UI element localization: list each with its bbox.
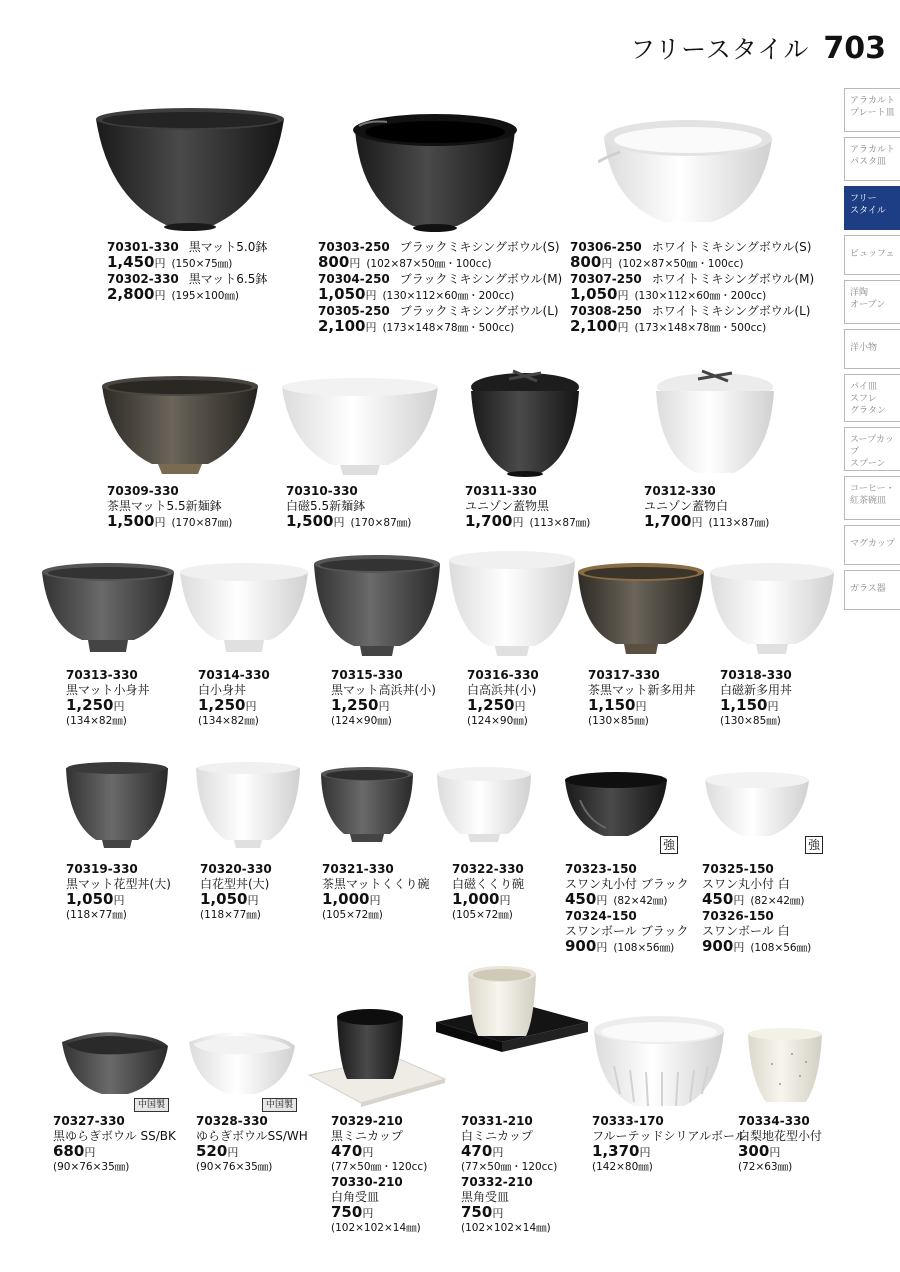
bowl-photo [702,770,812,846]
product-70329: 70329-210 黒ミニカップ 470円 (77×50㎜・120cc) 70330-210 白角受皿 750円 (102×102×14㎜) [331,1114,428,1234]
product-70334: 70334-330 白梨地花型小付 300円 (72×63㎜) [738,1114,823,1173]
product-70321: 70321-330 茶黒マットくくり碗 1,000円 (105×72㎜) [322,862,430,921]
product-70314: 70314-330 白小身丼 1,250円 (134×82㎜) [198,668,270,727]
product-70328: 70328-330 ゆらぎボウルSS/WH 520円 (90×76×35㎜) [196,1114,308,1173]
tab-soup-cup[interactable]: スープカップ スプーン [844,427,900,471]
tab-pie-souffle[interactable]: パイ皿 スフレ グラタン [844,374,900,422]
product-70303: 70303-250 ブラックミキシングボウル(S) 800円 (102×87×50㎜・100cc) 70304-250 ブラックミキシングボウル(M) 1,050円 (130×112×60㎜・200cc) 70305-250 ブラックミキシングボウル(L) 2,100円 (173×148×78㎜・500cc) [318,240,563,335]
cup-saucer-photo [432,962,592,1070]
bowl-photo [318,764,416,850]
category-tabs [844,88,900,615]
bowl-photo [92,105,288,235]
product-70311: 70311-330 ユニゾン蓋物黒 1,700円 (113×87㎜) [465,484,591,530]
product-70310: 70310-330 白磁5.5新麺鉢 1,500円 (170×87㎜) [286,484,412,530]
product-70315: 70315-330 黒マット高浜丼(小) 1,250円 (124×90㎜) [331,668,436,727]
product-70327: 70327-330 黒ゆらぎボウル SS/BK 680円 (90×76×35㎜) [53,1114,176,1173]
product-70312: 70312-330 ユニゾン蓋物白 1,700円 (113×87㎜) [644,484,770,530]
product-70301: 70301-330 黒マット5.0鉢 1,450円 (150×75㎜) 70302-330 黒マット6.5鉢 2,800円 (195×100㎜) [107,240,268,303]
bowl-photo [708,560,836,668]
bowl-photo [40,560,176,666]
product-70317: 70317-330 茶黒マット新多用丼 1,150円 (130×85㎜) [588,668,696,727]
page-title: フリースタイル [630,35,810,64]
bowl-photo [434,764,534,850]
tab-mug[interactable]: マグカップ [844,525,900,565]
product-70325: 70325-150 スワン丸小付 白 450円 (82×42㎜) 70326-150 スワンボール 白 900円 (108×56㎜) [702,862,812,955]
bowl-photo [192,758,304,854]
product-70319: 70319-330 黒マット花型丼(大) 1,050円 (118×77㎜) [66,862,171,921]
product-70333: 70333-170 フルーテッドシリアルボール 1,370円 (142×80㎜) [592,1114,747,1173]
tab-western-small[interactable]: 洋小物 [844,329,900,369]
bowl-photo [562,770,670,846]
tab-coffee-tea[interactable]: コーヒー・ 紅茶碗皿 [844,476,900,520]
page-number: 703 [823,31,886,66]
product-70331: 70331-210 白ミニカップ 470円 (77×50㎜・120cc) 70332-210 黒角受皿 750円 (102×102×14㎜) [461,1114,558,1234]
strength-badge: 強 [805,836,823,854]
product-70320: 70320-330 白花型丼(大) 1,050円 (118×77㎜) [200,862,272,921]
made-in-china-badge: 中国製 [134,1098,169,1112]
product-70322: 70322-330 白磁くくり碗 1,000円 (105×72㎜) [452,862,525,921]
tab-alacarte-plate[interactable]: アラカルト プレート皿 [844,88,900,132]
cup-saucer-photo [305,1005,450,1110]
bowl-photo [598,112,778,232]
tab-buffet[interactable]: ビュッフェ [844,235,900,275]
bowl-photo [447,548,577,666]
strength-badge: 強 [660,836,678,854]
tab-glassware[interactable]: ガラス器 [844,570,900,610]
product-70313: 70313-330 黒マット小身丼 1,250円 (134×82㎜) [66,668,150,727]
bowl-photo [58,1026,172,1102]
product-70318: 70318-330 白磁新多用丼 1,150円 (130×85㎜) [720,668,793,727]
bowl-photo [280,375,440,485]
bowl-photo [590,1010,728,1116]
bowl-photo [345,108,525,238]
product-70306: 70306-250 ホワイトミキシングボウル(S) 800円 (102×87×50㎜・100cc) 70307-250 ホワイトミキシングボウル(M) 1,050円 (130×112×60㎜・200cc) 70308-250 ホワイトミキシングボウル(L) 2,100円 (173×148×78㎜・500cc) [570,240,815,335]
bowl-photo [576,560,706,668]
bowl-photo [62,758,172,854]
bowl-photo [185,1026,299,1102]
lidded-bowl-photo [650,365,780,485]
product-70316: 70316-330 白高浜丼(小) 1,250円 (124×90㎜) [467,668,539,727]
cup-photo [742,1024,828,1110]
product-70323: 70323-150 スワン丸小付 ブラック 450円 (82×42㎜) 70324-150 スワンボール ブラック 900円 (108×56㎜) [565,862,689,955]
bowl-photo [312,552,442,666]
product-70309: 70309-330 茶黒マット5.5新麺鉢 1,500円 (170×87㎜) [107,484,233,530]
tab-alacarte-pasta[interactable]: アラカルト パスタ皿 [844,137,900,181]
bowl-photo [100,372,260,482]
tab-free-style[interactable]: フリー スタイル [844,186,900,230]
made-in-china-badge: 中国製 [262,1098,297,1112]
lidded-bowl-photo [465,365,585,485]
tab-western-oven[interactable]: 洋陶 オーブン [844,280,900,324]
bowl-photo [178,560,310,666]
page-header [630,30,886,70]
